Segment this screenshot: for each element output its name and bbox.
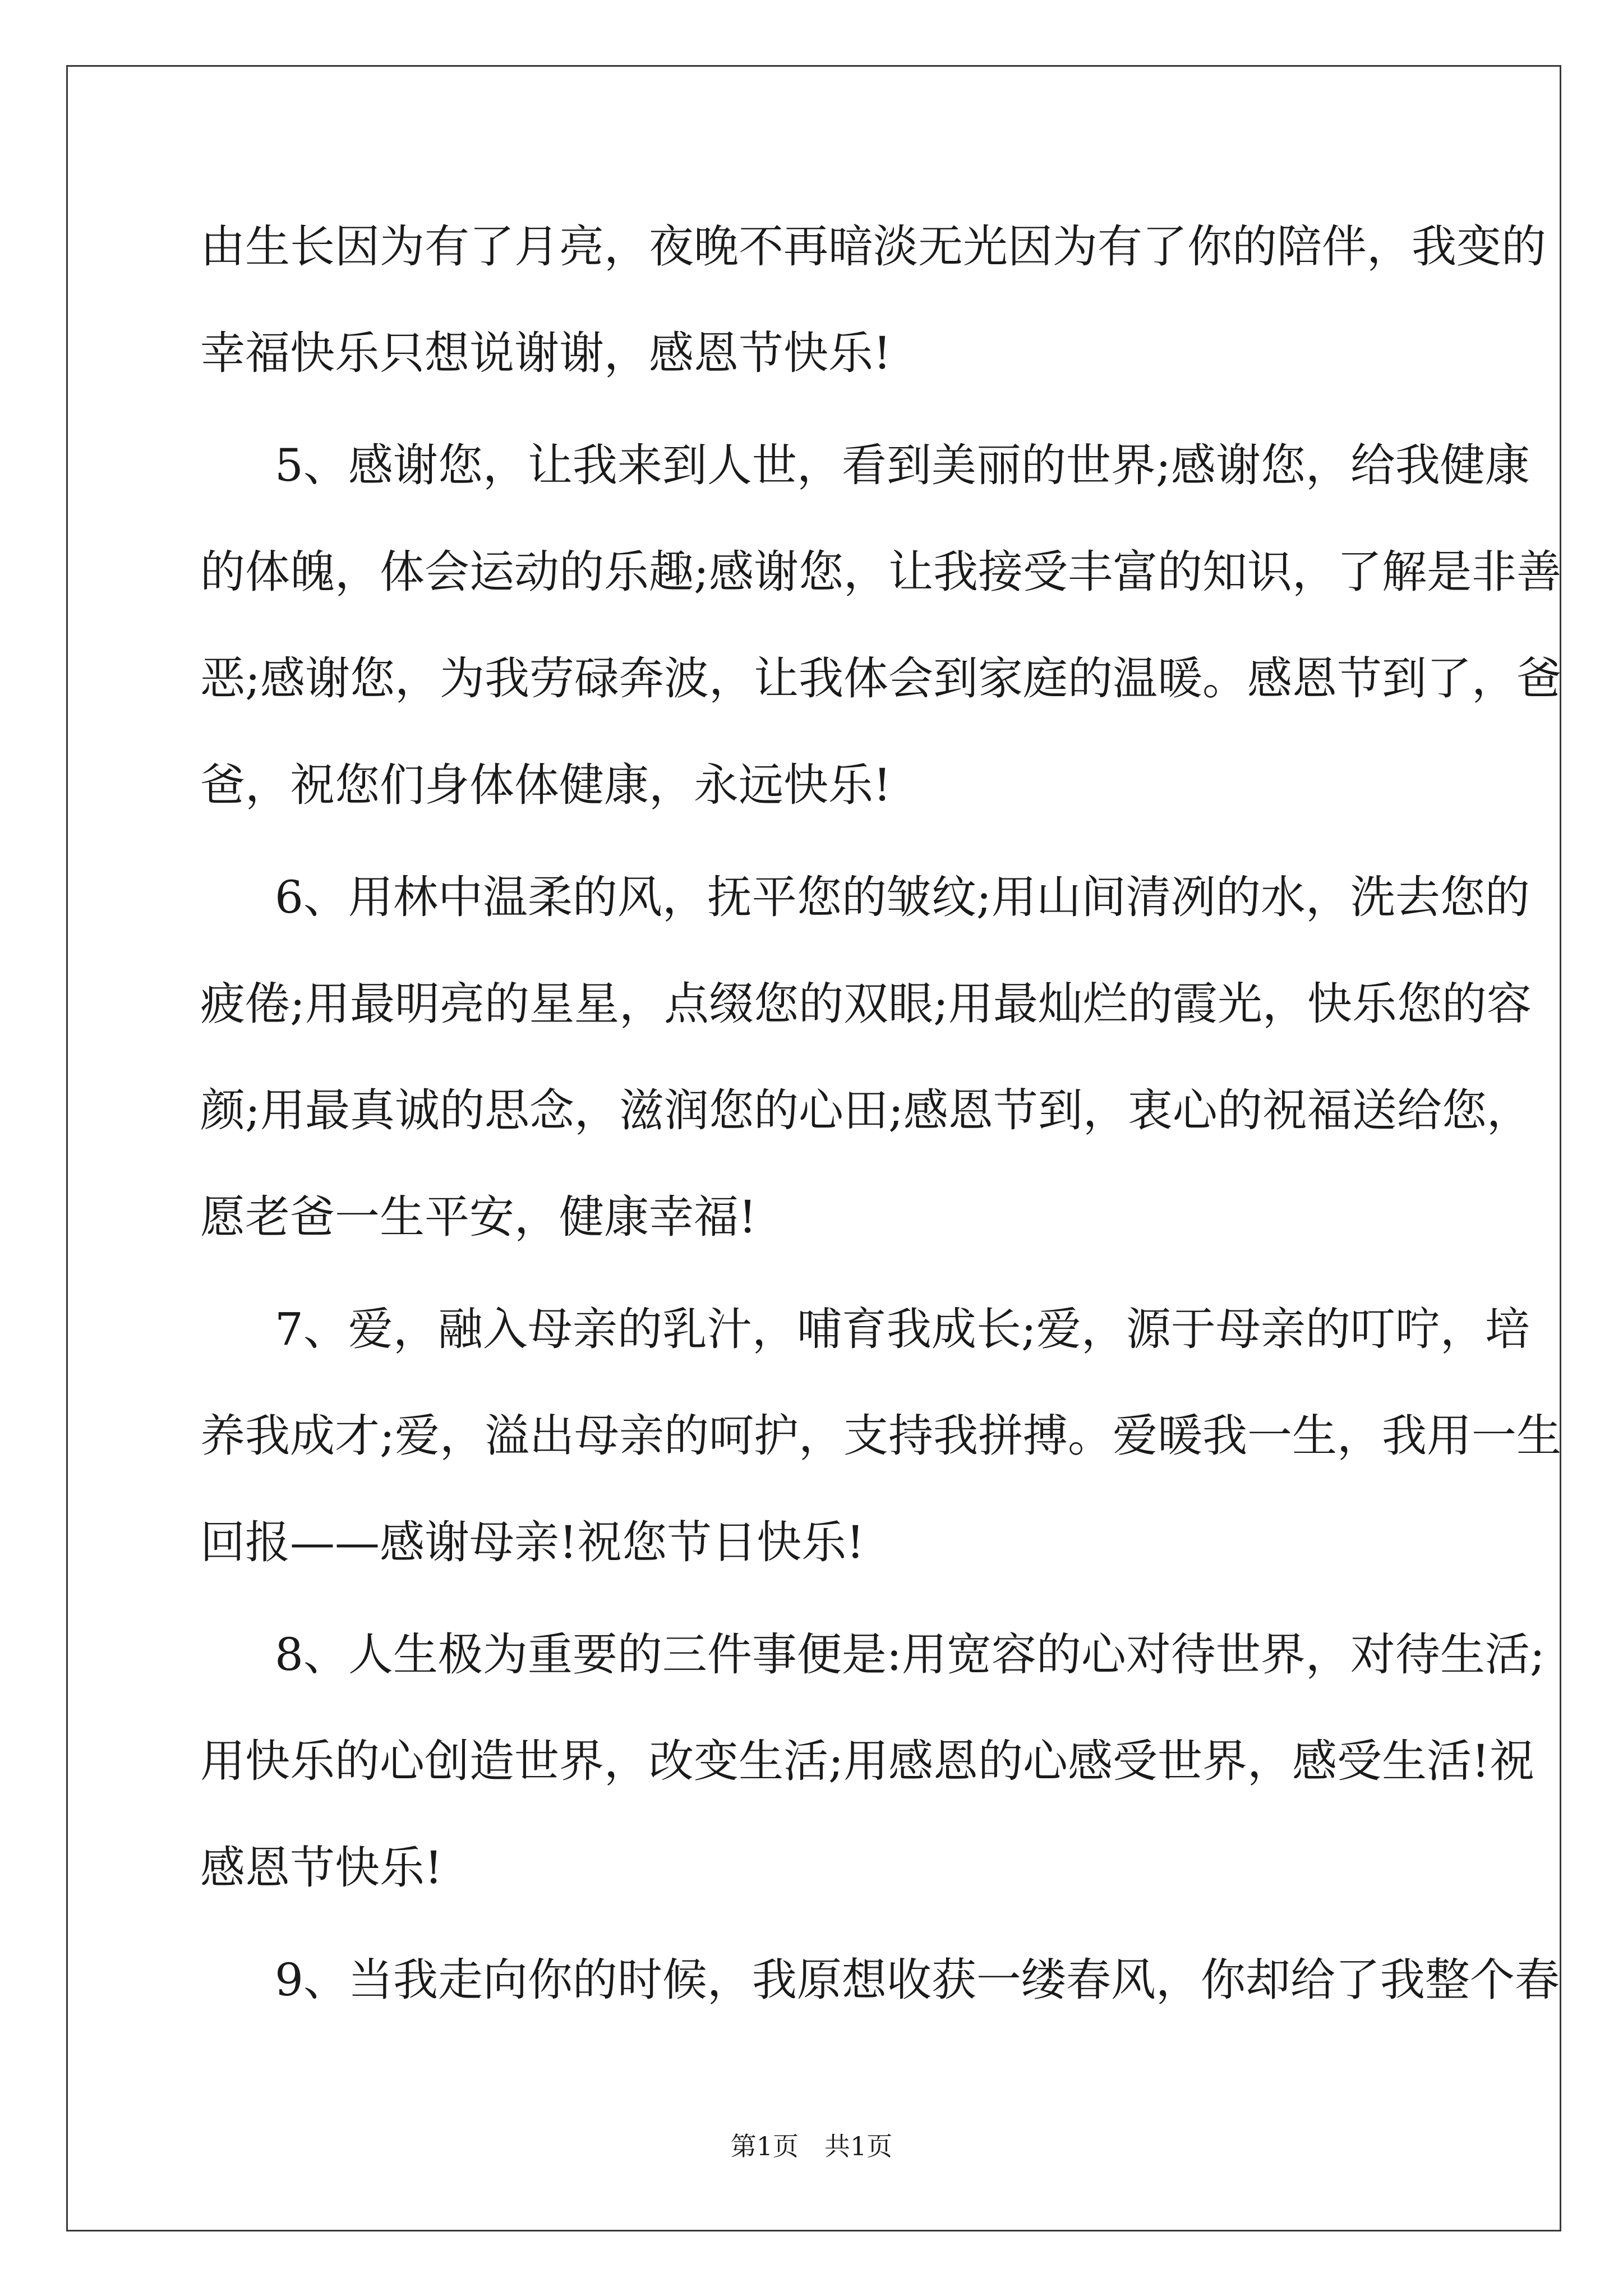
paragraph-6-first-line: 6、用林中温柔的风，抚平您的皱纹;用山间清冽的水，洗去您的 (275, 871, 1530, 923)
text-line: 回报——感谢母亲!祝您节日快乐! (200, 1516, 865, 1568)
paragraph-9-first-line: 9、当我走向你的时候，我原想收获一缕春风，你却给了我整个春 (275, 1954, 1560, 2006)
paragraph-7-first-line: 7、爱，融入母亲的乳汁，哺育我成长;爱，源于母亲的叮咛，培 (275, 1303, 1530, 1355)
paragraph-8-first-line: 8、人生极为重要的三件事便是:用宽容的心对待世界，对待生活; (275, 1628, 1545, 1681)
text-line: 由生长因为有了月亮，夜晚不再暗淡无光因为有了你的陪伴，我变的 (200, 220, 1546, 273)
text-line: 爸，祝您们身体体健康，永远快乐! (200, 759, 892, 811)
text-line: 颜;用最真诚的思念，滋润您的心田;感恩节到，衷心的祝福送给您， (200, 1084, 1532, 1137)
text-line: 的体魄，体会运动的乐趣;感谢您，让我接受丰富的知识，了解是非善 (200, 546, 1561, 598)
text-line: 感恩节快乐! (200, 1842, 443, 1894)
text-line: 幸福快乐只想说谢谢，感恩节快乐! (200, 327, 892, 379)
page-number-footer: 第1页 共1页 (730, 2131, 893, 2161)
text-line: 养我成才;爱，溢出母亲的呵护，支持我拼搏。爱暖我一生，我用一生 (200, 1410, 1561, 1462)
text-line: 愿老爸一生平安，健康幸福! (200, 1191, 757, 1243)
page-border (66, 65, 1561, 2231)
text-line: 用快乐的心创造世界，改变生活;用感恩的心感受世界，感受生活!祝 (200, 1735, 1535, 1787)
paragraph-5-first-line: 5、感谢您，让我来到人世，看到美丽的世界;感谢您，给我健康 (275, 439, 1530, 491)
text-line: 疲倦;用最明亮的星星，点缀您的双眼;用最灿烂的霞光，快乐您的容 (200, 978, 1532, 1030)
text-line: 恶;感谢您，为我劳碌奔波，让我体会到家庭的温暖。感恩节到了，爸 (200, 652, 1561, 705)
